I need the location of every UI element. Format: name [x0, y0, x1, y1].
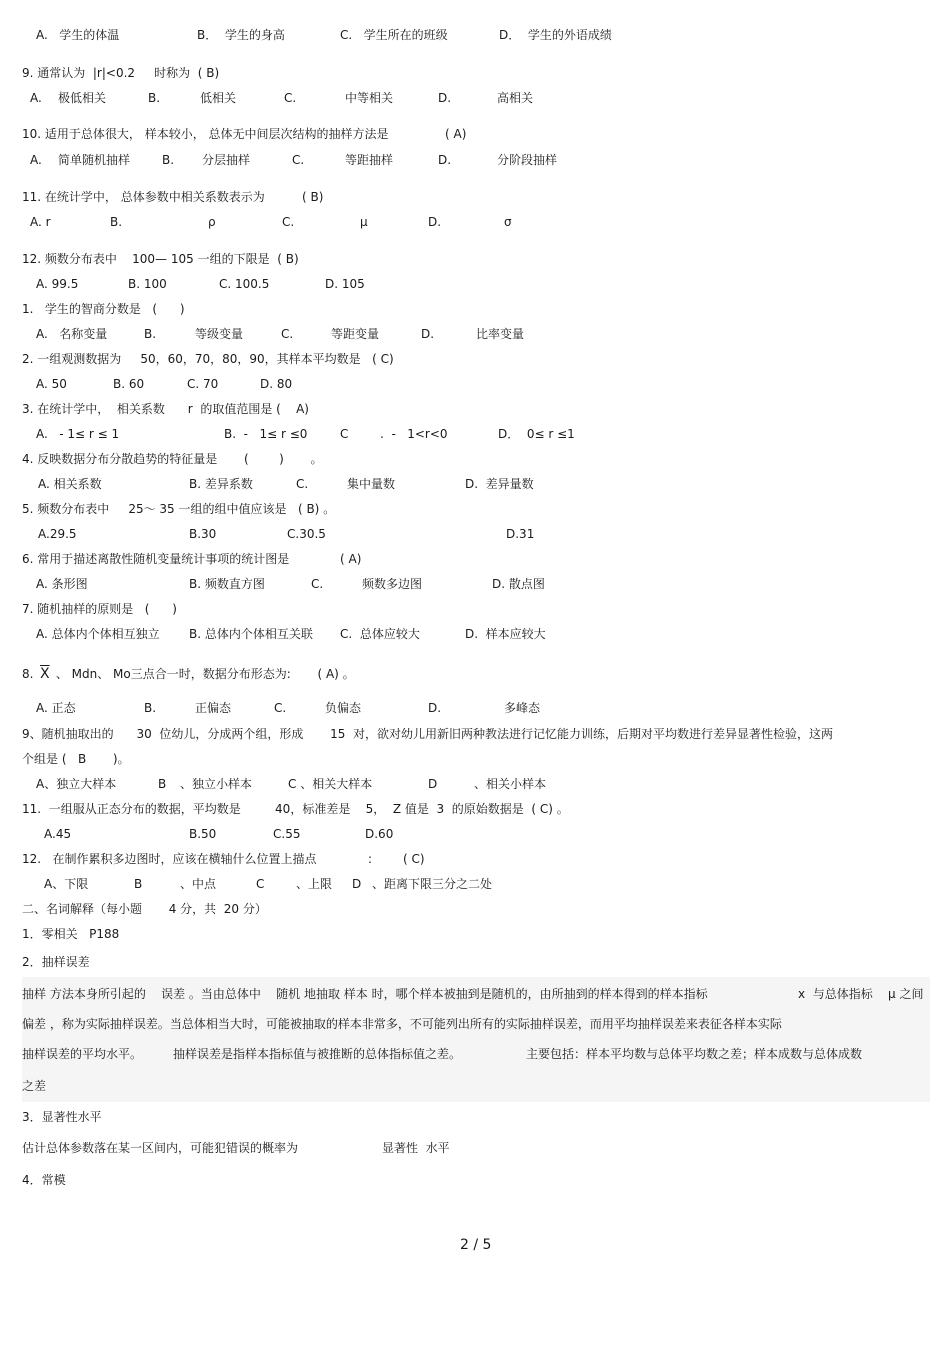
text-segment: :: [368, 852, 373, 866]
text-segment: 主要包括：样本平均数与总体平均数之差；样本成数与总体成数: [526, 1047, 863, 1061]
text-line: [0, 749, 950, 769]
text-line: [0, 698, 950, 718]
text-line: [0, 849, 950, 869]
text-segment: A、独立大样本: [36, 777, 117, 791]
text-segment: 11. 一组服从正态分布的数据，平均数是 40，标准差是 5， Z 值是 3 的原始数据是 ( C) 。: [22, 802, 569, 816]
text-line: [0, 952, 950, 972]
text-line: [0, 1170, 950, 1190]
text-segment: σ: [504, 215, 512, 229]
text-segment: 12. 在制作累积多边图时，应该在横轴什么位置上描点: [22, 852, 317, 866]
text-segment: 显著性 水平: [382, 1141, 450, 1155]
text-segment: C.: [274, 701, 287, 715]
text-segment: D: [352, 877, 362, 891]
text-segment: C.: [281, 327, 294, 341]
text-segment: B. 差异系数: [189, 477, 253, 491]
text-line: [0, 724, 950, 744]
text-segment: C. 总体应较大: [340, 627, 420, 641]
text-segment: 等级变量: [195, 327, 244, 341]
text-segment: 2. 一组观测数据为 50，60，70，80，90，其样本平均数是 ( C): [22, 352, 394, 366]
text-line: [0, 63, 950, 83]
text-segment: 高相关: [497, 91, 534, 105]
text-segment: B.: [144, 701, 157, 715]
text-segment: 抽样误差的平均水平。: [22, 1047, 143, 1061]
text-segment: B.50: [189, 827, 217, 841]
text-line: [0, 449, 950, 469]
text-line: [0, 599, 950, 619]
text-segment: 中等相关: [345, 91, 394, 105]
text-segment: A. 相关系数: [38, 477, 102, 491]
text-segment: A. 50: [36, 377, 67, 391]
text-segment: 抽样 方法本身所引起的 误差 。当由总体中 随机 地抽取 样本 时，哪个样本被抽到是随机的，由所抽到的样本得到的样本指标: [22, 987, 708, 1001]
text-segment: A.45: [44, 827, 72, 841]
text-segment: 频数多边图: [362, 577, 423, 591]
text-line: [0, 984, 950, 1004]
text-segment: D． 0≤ r ≤1: [498, 427, 575, 441]
text-segment: D.: [438, 153, 452, 167]
text-segment: D.31: [506, 527, 535, 541]
page-number: 2 / 5: [460, 1237, 492, 1253]
text-segment: C.: [284, 91, 297, 105]
text-segment: A. 总体内个体相互独立: [36, 627, 160, 641]
text-segment: B: [134, 877, 143, 891]
text-segment: D.60: [365, 827, 394, 841]
text-segment: 4．常模: [22, 1173, 66, 1187]
text-segment: 低相关: [200, 91, 237, 105]
text-segment: B. 60: [113, 377, 145, 391]
page-footer: [0, 1235, 950, 1255]
text-segment: D. 差异量数: [465, 477, 534, 491]
text-segment: 、相关小样本: [474, 777, 547, 791]
text-segment: 、距离下限三分之二处: [372, 877, 493, 891]
text-segment: A. 学生的体温: [36, 28, 120, 42]
text-line: [0, 474, 950, 494]
text-segment: 抽样误差是指样本指标值与被推断的总体指标值之差。: [173, 1047, 462, 1061]
text-segment: 分阶段抽样: [497, 153, 558, 167]
text-line: [0, 574, 950, 594]
text-line: [0, 374, 950, 394]
text-line: [0, 1138, 950, 1158]
text-line: [0, 299, 950, 319]
text-line: [0, 524, 950, 544]
text-segment: 简单随机抽样: [58, 153, 131, 167]
text-segment: A. - 1≤ r ≤ 1: [36, 427, 120, 441]
text-line: [0, 624, 950, 644]
text-line: [0, 899, 950, 919]
text-segment: ( A): [340, 552, 362, 566]
text-line: [0, 549, 950, 569]
text-segment: ρ: [208, 215, 216, 229]
text-segment: C. 70: [187, 377, 219, 391]
text-segment: D.: [438, 91, 452, 105]
text-segment: C.: [292, 153, 305, 167]
text-line: [0, 924, 950, 944]
text-segment: . - 1<r<0: [380, 427, 448, 441]
x-bar-symbol: $\overline{X}$: [40, 666, 50, 682]
text-segment: 等距抽样: [345, 153, 394, 167]
text-segment: A. 正态: [36, 701, 76, 715]
text-segment: A. 条形图: [36, 577, 88, 591]
text-segment: x 与总体指标 μ 之间: [798, 987, 924, 1001]
text-line: [0, 774, 950, 794]
text-segment: A、下限: [44, 877, 89, 891]
text-line: [0, 349, 950, 369]
text-segment: D. 80: [260, 377, 293, 391]
text-segment: 比率变量: [476, 327, 525, 341]
text-segment: C: [340, 427, 349, 441]
text-segment: 二、名词解释（每小题 4 分，共 20 分）: [22, 902, 267, 916]
text-line: [0, 399, 950, 419]
text-segment: C.55: [273, 827, 301, 841]
text-segment: 多峰态: [504, 701, 541, 715]
text-segment: 1．零相关 P188: [22, 927, 120, 941]
text-segment: D.: [428, 701, 442, 715]
text-line: [0, 88, 950, 108]
text-segment: A. 名称变量: [36, 327, 108, 341]
text-line: [0, 874, 950, 894]
text-segment: B. 100: [128, 277, 167, 291]
text-segment: 3．显著性水平: [22, 1110, 102, 1124]
text-segment: A. 99.5: [36, 277, 79, 291]
text-segment: C.: [311, 577, 324, 591]
text-segment: D.: [428, 215, 442, 229]
text-segment: 负偏态: [325, 701, 362, 715]
text-line: [0, 274, 950, 294]
text-segment: B． 学生的身高: [197, 28, 285, 42]
text-segment: D. 散点图: [492, 577, 545, 591]
text-segment: 12. 频数分布表中 100— 105 一组的下限是 ( B): [22, 252, 299, 266]
text-line: [0, 1107, 950, 1127]
text-segment: ( A): [445, 127, 467, 141]
text-segment: D. 105: [325, 277, 365, 291]
text-segment: D． 学生的外语成绩: [499, 28, 612, 42]
text-line: [0, 249, 950, 269]
text-segment: 、中点: [180, 877, 217, 891]
text-segment: C. 100.5: [219, 277, 270, 291]
text-segment: 偏差 ，称为实际抽样误差。当总体相当大时，可能被抽取的样本非常多，不可能列出所有的实际抽样误差，而用平均抽样误差来表征各样本实际: [22, 1017, 782, 1031]
text-segment: μ: [360, 215, 368, 229]
text-segment: D. 样本应较大: [465, 627, 546, 641]
text-segment: A.: [30, 153, 42, 167]
text-segment: 4. 反映数据分布分散趋势的特征量是 ( ) 。: [22, 452, 323, 466]
text-segment: D: [428, 777, 438, 791]
text-line: [0, 212, 950, 232]
text-segment: 极低相关: [58, 91, 107, 105]
text-line: [0, 150, 950, 170]
text-segment: 9、随机抽取出的 30 位幼儿，分成两个组，形成 15 对，欲对幼儿用新旧两种教法进行记忆能力训练，后期对平均数进行差异显著性检验，这两: [22, 727, 834, 741]
text-line: [0, 424, 950, 444]
text-segment: 7. 随机抽样的原则是 ( ): [22, 602, 177, 616]
text-segment: C.30.5: [287, 527, 326, 541]
text-line: [0, 1044, 950, 1064]
text-segment: B.: [148, 91, 161, 105]
text-segment: C.: [296, 477, 309, 491]
text-line: [0, 124, 950, 144]
text-segment: 、上限: [296, 877, 333, 891]
text-segment: 1. 学生的智商分数是 ( ): [22, 302, 185, 316]
text-segment: 3. 在统计学中， 相关系数 r 的取值范围是 ( A): [22, 402, 309, 416]
text-segment: 11. 在统计学中， 总体参数中相关系数表示为: [22, 190, 265, 204]
text-segment: B: [158, 777, 167, 791]
question-8-number: 8.: [22, 667, 34, 681]
text-line: [0, 25, 950, 45]
text-line: [0, 1014, 950, 1034]
text-line: [0, 324, 950, 344]
question-8-line: [0, 664, 950, 684]
text-segment: 6. 常用于描述离散性随机变量统计事项的统计图是: [22, 552, 290, 566]
text-line: [0, 1076, 950, 1096]
text-segment: 集中量数: [347, 477, 396, 491]
text-segment: B. 频数直方图: [189, 577, 265, 591]
text-line: [0, 824, 950, 844]
text-segment: B.: [144, 327, 157, 341]
text-line: [0, 499, 950, 519]
text-segment: 2．抽样误差: [22, 955, 90, 969]
text-segment: B. - 1≤ r ≤0: [224, 427, 308, 441]
text-segment: 9. 通常认为 |r|<0.2 时称为 ( B): [22, 66, 220, 80]
text-segment: A.: [30, 91, 42, 105]
text-segment: 正偏态: [195, 701, 232, 715]
text-segment: B.30: [189, 527, 217, 541]
text-segment: C: [256, 877, 265, 891]
text-segment: B. 总体内个体相互关联: [189, 627, 313, 641]
text-segment: ( C): [403, 852, 425, 866]
text-segment: ( B): [302, 190, 324, 204]
text-segment: 估计总体参数落在某一区间内，可能犯错误的概率为: [22, 1141, 299, 1155]
text-line: [0, 799, 950, 819]
text-segment: C.: [282, 215, 295, 229]
text-segment: A.29.5: [38, 527, 77, 541]
text-segment: 、独立小样本: [180, 777, 253, 791]
text-segment: C 、相关大样本: [288, 777, 373, 791]
text-segment: 之差: [22, 1079, 47, 1093]
text-segment: 10. 适用于总体很大， 样本较小， 总体无中间层次结构的抽样方法是: [22, 127, 389, 141]
question-8-text: 、 Mdn、 Mo三点合一时，数据分布形态为: ( A) 。: [52, 667, 355, 681]
text-segment: B.: [110, 215, 123, 229]
text-segment: 个组是 ( B )。: [22, 752, 130, 766]
text-segment: C. 学生所在的班级: [340, 28, 448, 42]
text-segment: D.: [421, 327, 435, 341]
text-segment: A. r: [30, 215, 51, 229]
text-segment: 分层抽样: [202, 153, 251, 167]
text-segment: 5. 频数分布表中 25～ 35 一组的组中值应该是 ( B) 。: [22, 502, 336, 516]
text-segment: B.: [162, 153, 175, 167]
text-segment: 等距变量: [331, 327, 380, 341]
text-line: [0, 187, 950, 207]
